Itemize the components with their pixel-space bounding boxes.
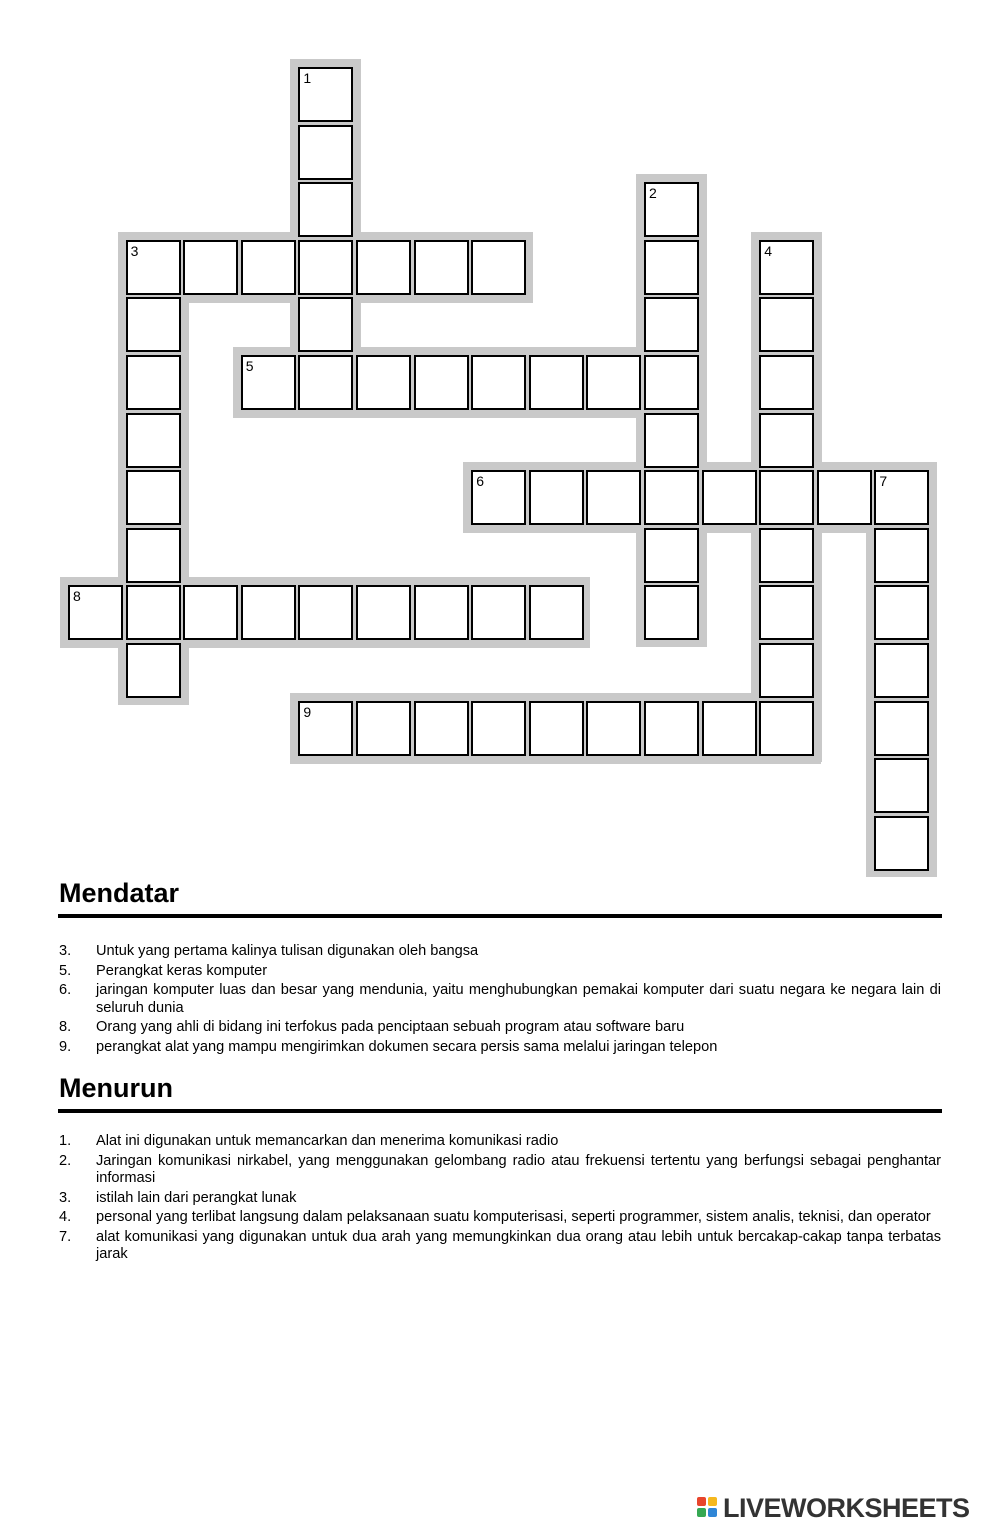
cell-letter-input[interactable] bbox=[876, 818, 927, 869]
crossword-cell[interactable] bbox=[759, 240, 814, 295]
cell-letter-input[interactable] bbox=[128, 415, 179, 466]
crossword-cell[interactable] bbox=[759, 701, 814, 756]
logo-square bbox=[697, 1497, 706, 1506]
down-clue: 4. personal yang terlibat langsung dalam pelaksanaan suatu komputerisasi, seperti programmer, sistem analis, teknisi, dan operator bbox=[59, 1209, 931, 1225]
crossword-cell[interactable] bbox=[817, 470, 872, 525]
cell-letter-input[interactable] bbox=[761, 472, 812, 523]
cell-letter-input[interactable] bbox=[761, 357, 812, 408]
cell-letter-input[interactable] bbox=[243, 357, 294, 408]
down-clue: 2. Jaringan komunikasi nirkabel, yang menggunakan gelombang radio atau frekuensi tertentu yang berfungsi sebagai penghantar informasi bbox=[59, 1152, 941, 1186]
crossword-cell[interactable] bbox=[874, 528, 929, 583]
crossword-cell[interactable] bbox=[759, 528, 814, 583]
cell-letter-input[interactable] bbox=[876, 645, 927, 696]
cell-letter-input[interactable] bbox=[128, 299, 179, 350]
crossword-cell[interactable] bbox=[356, 240, 411, 295]
crossword-cell[interactable] bbox=[644, 182, 699, 237]
cell-letter-input[interactable] bbox=[300, 587, 351, 638]
crossword-cell[interactable] bbox=[759, 585, 814, 640]
clue-number: 1 bbox=[303, 70, 312, 86]
down-clue: 1. Alat ini digunakan untuk memancarkan dan menerima komunikasi radio bbox=[59, 1133, 559, 1149]
cell-letter-input[interactable] bbox=[761, 242, 812, 293]
logo-square bbox=[708, 1508, 717, 1517]
clue-number: 7 bbox=[879, 473, 888, 490]
crossword-cell[interactable] bbox=[298, 240, 353, 295]
crossword-cell[interactable] bbox=[241, 240, 296, 295]
cell-letter-input[interactable] bbox=[761, 703, 812, 754]
crossword-cell[interactable] bbox=[529, 470, 584, 525]
crossword-cell[interactable] bbox=[759, 297, 814, 352]
cell-letter-input[interactable] bbox=[185, 242, 236, 293]
liveworksheets-logo bbox=[697, 1492, 970, 1524]
crossword-cell[interactable] bbox=[874, 585, 929, 640]
crossword-cell[interactable] bbox=[874, 816, 929, 871]
crossword-cell[interactable] bbox=[241, 585, 296, 640]
crossword-cell[interactable] bbox=[356, 701, 411, 756]
down-title: Menurun bbox=[59, 1073, 173, 1103]
crossword-cell[interactable] bbox=[644, 585, 699, 640]
cell-letter-input[interactable] bbox=[761, 587, 812, 638]
across-clue-list bbox=[59, 943, 941, 1058]
logo-square bbox=[697, 1508, 706, 1517]
cell-letter-input[interactable] bbox=[128, 242, 179, 293]
cell-letter-input[interactable] bbox=[704, 703, 755, 754]
crossword-cell[interactable] bbox=[298, 585, 353, 640]
cell-letter-input[interactable] bbox=[358, 357, 409, 408]
cell-letter-input[interactable] bbox=[646, 415, 697, 466]
across-clue: 9. perangkat alat yang mampu mengirimkan dokumen secara persis sama melalui jaringan telepon bbox=[59, 1038, 718, 1055]
across-divider bbox=[58, 914, 942, 918]
cell-letter-input[interactable] bbox=[300, 127, 351, 178]
crossword-cell[interactable] bbox=[644, 528, 699, 583]
cell-letter-input[interactable] bbox=[70, 587, 121, 638]
cell-letter-input[interactable] bbox=[473, 587, 524, 638]
cell-letter-input[interactable] bbox=[300, 69, 351, 120]
logo-mark-icon bbox=[697, 1496, 719, 1520]
across-clue: 3. Untuk yang pertama kalinya tulisan digunakan oleh bangsa bbox=[59, 943, 479, 959]
cell-letter-input[interactable] bbox=[704, 472, 755, 523]
cell-letter-input[interactable] bbox=[588, 703, 639, 754]
crossword-cell[interactable] bbox=[702, 470, 757, 525]
crossword-cell[interactable] bbox=[298, 701, 353, 756]
cell-letter-input[interactable] bbox=[531, 357, 582, 408]
cell-letter-input[interactable] bbox=[358, 703, 409, 754]
crossword-cell[interactable] bbox=[529, 701, 584, 756]
cell-letter-input[interactable] bbox=[876, 587, 927, 638]
crossword-cell[interactable] bbox=[126, 413, 181, 468]
crossword-cell[interactable] bbox=[126, 528, 181, 583]
crossword-cell[interactable] bbox=[126, 240, 181, 295]
crossword-cell[interactable] bbox=[644, 240, 699, 295]
clue-number: 5 bbox=[245, 358, 254, 374]
crossword-cell[interactable] bbox=[529, 355, 584, 410]
cell-letter-input[interactable] bbox=[185, 587, 236, 638]
crossword-cell[interactable] bbox=[874, 701, 929, 756]
crossword-cell[interactable] bbox=[644, 297, 699, 352]
cell-letter-input[interactable] bbox=[819, 472, 870, 523]
cell-letter-input[interactable] bbox=[876, 530, 927, 581]
down-clue-list bbox=[59, 1133, 941, 1266]
down-clue: 7. alat komunikasi yang digunakan untuk dua arah yang memungkinkan dua orang atau lebih untuk bercakap-cakap tanpa terbatas jarak bbox=[59, 1228, 941, 1262]
cell-letter-input[interactable] bbox=[876, 760, 927, 811]
crossword-cell[interactable] bbox=[298, 182, 353, 237]
cell-letter-input[interactable] bbox=[531, 703, 582, 754]
crossword-cell[interactable] bbox=[471, 470, 526, 525]
cell-letter-input[interactable] bbox=[300, 184, 351, 235]
cell-letter-input[interactable] bbox=[128, 472, 179, 523]
crossword-cell[interactable] bbox=[644, 413, 699, 468]
crossword-cell[interactable] bbox=[471, 240, 526, 295]
cell-letter-input[interactable] bbox=[473, 357, 524, 408]
clue-number: 4 bbox=[764, 242, 772, 259]
cell-letter-input[interactable] bbox=[416, 587, 467, 638]
crossword-cell[interactable] bbox=[298, 125, 353, 180]
cell-letter-input[interactable] bbox=[473, 242, 524, 293]
crossword-cell[interactable] bbox=[874, 758, 929, 813]
cell-letter-input[interactable] bbox=[761, 299, 812, 350]
crossword-cell[interactable] bbox=[183, 240, 238, 295]
logo-text: LIVEWORKSHEETS bbox=[723, 1492, 970, 1523]
crossword-cell[interactable] bbox=[759, 643, 814, 698]
cell-letter-input[interactable] bbox=[646, 242, 697, 293]
across-clue: 6. jaringan komputer luas dan besar yang mendunia, yaitu menghubungkan pemakai komputer dari suatu negara ke negara lain di seluruh dunia bbox=[59, 982, 941, 1016]
cell-letter-input[interactable] bbox=[646, 587, 697, 638]
cell-letter-input[interactable] bbox=[243, 587, 294, 638]
across-title: Mendatar bbox=[59, 878, 180, 908]
crossword-cell[interactable] bbox=[298, 67, 353, 122]
across-clue: 8. Orang yang ahli di bidang ini terfokus pada penciptaan sebuah program atau software baru bbox=[59, 1019, 685, 1035]
cell-letter-input[interactable] bbox=[646, 472, 697, 523]
down-divider bbox=[58, 1109, 942, 1113]
crossword-cell[interactable] bbox=[471, 355, 526, 410]
down-clue: 3. istilah lain dari perangkat lunak bbox=[59, 1189, 297, 1206]
clue-number: 9 bbox=[303, 703, 312, 720]
cell-letter-input[interactable] bbox=[243, 242, 294, 293]
cell-letter-input[interactable] bbox=[646, 703, 697, 754]
crossword-cell[interactable] bbox=[356, 585, 411, 640]
crossword-cell[interactable] bbox=[126, 585, 181, 640]
clue-number: 8 bbox=[73, 588, 81, 605]
crossword-cell[interactable] bbox=[126, 297, 181, 352]
crossword-cell[interactable] bbox=[586, 355, 641, 410]
cell-letter-input[interactable] bbox=[876, 472, 927, 523]
across-clue: 5. Perangkat keras komputer bbox=[59, 962, 268, 979]
cell-letter-input[interactable] bbox=[300, 242, 351, 293]
crossword-cell[interactable] bbox=[298, 297, 353, 352]
cell-letter-input[interactable] bbox=[473, 703, 524, 754]
clue-number: 3 bbox=[130, 242, 139, 259]
cell-letter-input[interactable] bbox=[358, 242, 409, 293]
crossword-cell[interactable] bbox=[586, 701, 641, 756]
crossword-cell[interactable] bbox=[874, 470, 929, 525]
crossword-cell[interactable] bbox=[414, 355, 469, 410]
cell-letter-input[interactable] bbox=[646, 299, 697, 350]
cell-letter-input[interactable] bbox=[473, 472, 524, 523]
cell-letter-input[interactable] bbox=[416, 357, 467, 408]
cell-letter-input[interactable] bbox=[416, 242, 467, 293]
cell-letter-input[interactable] bbox=[128, 645, 179, 696]
cell-letter-input[interactable] bbox=[128, 530, 179, 581]
crossword-cell[interactable] bbox=[874, 643, 929, 698]
crossword-cell[interactable] bbox=[414, 240, 469, 295]
crossword-cell[interactable] bbox=[644, 701, 699, 756]
crossword-cell[interactable] bbox=[702, 701, 757, 756]
crossword-cell[interactable] bbox=[241, 355, 296, 410]
cell-letter-input[interactable] bbox=[128, 587, 179, 638]
logo-square bbox=[708, 1497, 717, 1506]
cell-letter-input[interactable] bbox=[761, 645, 812, 696]
cell-letter-input[interactable] bbox=[300, 703, 351, 754]
cell-letter-input[interactable] bbox=[761, 530, 812, 581]
cell-letter-input[interactable] bbox=[128, 357, 179, 408]
crossword-cell[interactable] bbox=[759, 413, 814, 468]
cell-letter-input[interactable] bbox=[300, 357, 351, 408]
crossword-cell[interactable] bbox=[644, 355, 699, 410]
crossword-cell[interactable] bbox=[586, 470, 641, 525]
crossword-cell[interactable] bbox=[68, 585, 123, 640]
crossword-cell[interactable] bbox=[126, 470, 181, 525]
clue-number: 2 bbox=[649, 185, 657, 202]
crossword-cell[interactable] bbox=[759, 470, 814, 525]
crossword-cell[interactable] bbox=[414, 585, 469, 640]
cell-letter-input[interactable] bbox=[416, 703, 467, 754]
clue-number: 6 bbox=[476, 473, 484, 490]
crossword-cell[interactable] bbox=[471, 701, 526, 756]
crossword-cell[interactable] bbox=[759, 355, 814, 410]
crossword-cell[interactable] bbox=[126, 643, 181, 698]
cell-letter-input[interactable] bbox=[761, 415, 812, 466]
cell-letter-input[interactable] bbox=[646, 184, 697, 235]
cell-letter-input[interactable] bbox=[588, 472, 639, 523]
crossword-cell[interactable] bbox=[298, 355, 353, 410]
cell-letter-input[interactable] bbox=[531, 587, 582, 638]
crossword-cell[interactable] bbox=[126, 355, 181, 410]
cell-letter-input[interactable] bbox=[646, 357, 697, 408]
crossword-cell[interactable] bbox=[356, 355, 411, 410]
cell-letter-input[interactable] bbox=[876, 703, 927, 754]
crossword-cell[interactable] bbox=[414, 701, 469, 756]
cell-letter-input[interactable] bbox=[300, 299, 351, 350]
cell-letter-input[interactable] bbox=[358, 587, 409, 638]
crossword-cell[interactable] bbox=[529, 585, 584, 640]
cell-letter-input[interactable] bbox=[531, 472, 582, 523]
crossword-cell[interactable] bbox=[471, 585, 526, 640]
crossword-cell[interactable] bbox=[644, 470, 699, 525]
cell-letter-input[interactable] bbox=[646, 530, 697, 581]
crossword-cell[interactable] bbox=[183, 585, 238, 640]
cell-letter-input[interactable] bbox=[588, 357, 639, 408]
